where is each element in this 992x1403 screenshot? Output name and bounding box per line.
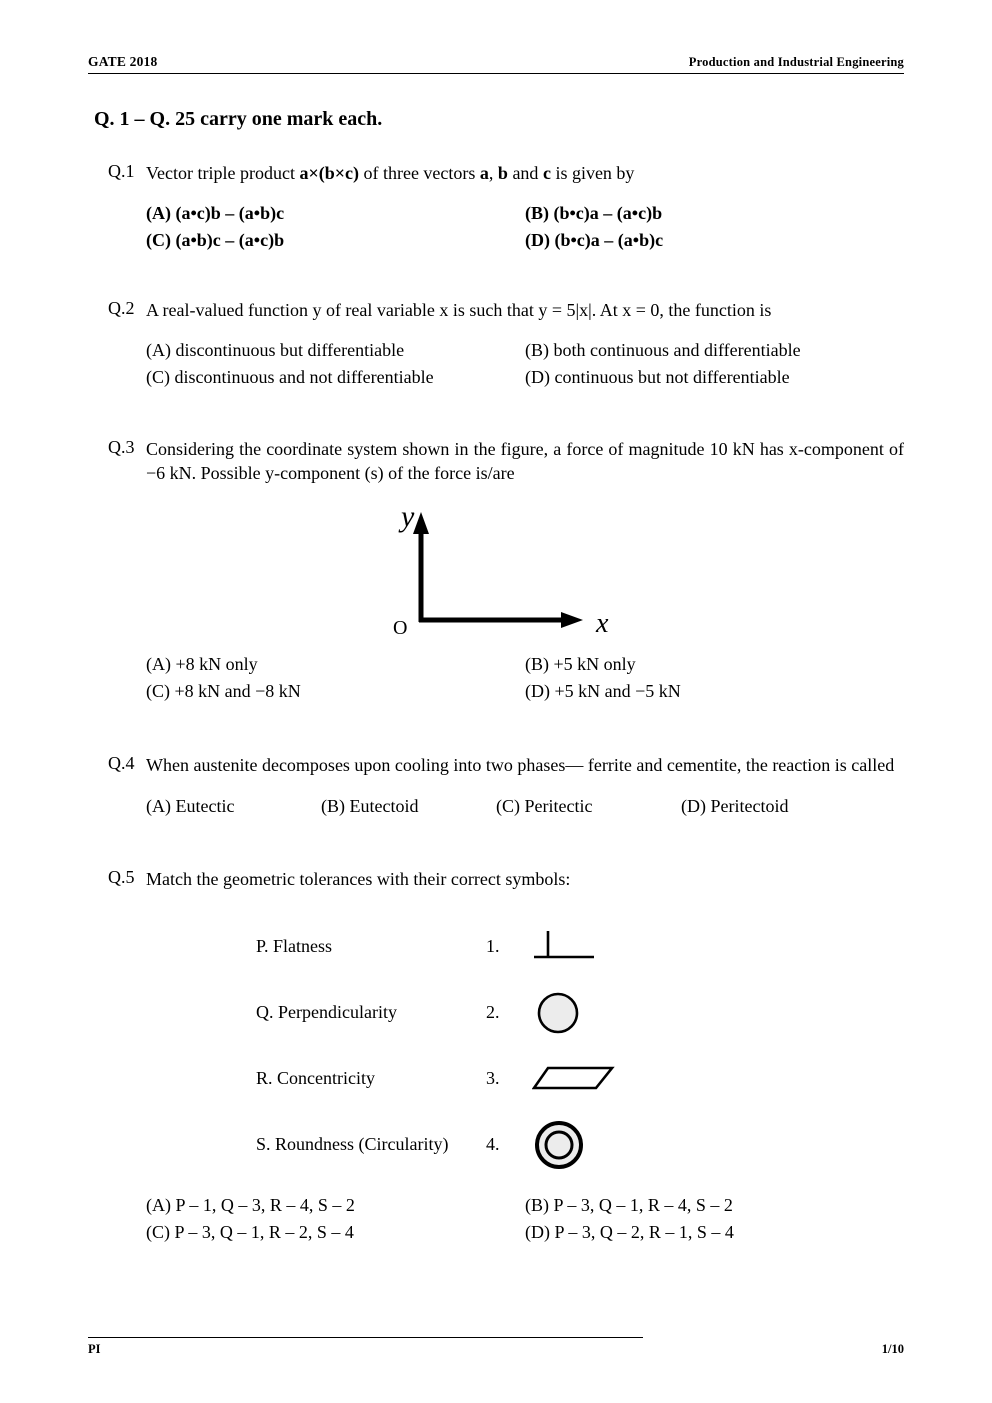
- match-row: [256, 1046, 904, 1112]
- q5-option-d[interactable]: [525, 1219, 904, 1246]
- q5-option-b[interactable]: [525, 1192, 904, 1219]
- match-label-p: P. Flatness: [256, 936, 333, 957]
- q3-option-c[interactable]: [146, 678, 525, 705]
- question-3-number: Q.3: [108, 436, 135, 457]
- footer-divider: [88, 1337, 643, 1338]
- question-2: [88, 298, 904, 391]
- question-4-number: Q.4: [108, 753, 135, 774]
- q5-option-c[interactable]: [146, 1219, 525, 1246]
- q1-expression: a×(b×c): [299, 163, 359, 183]
- question-1-options: [146, 200, 904, 254]
- question-5-number: Q.5: [108, 866, 135, 887]
- q2-option-c-key: (C): [146, 366, 170, 387]
- q2-option-b[interactable]: [525, 337, 904, 364]
- tolerance-match-table: [256, 914, 904, 1178]
- question-4-text: When austenite decomposes upon cooling into two phases— ferrite and cementite, the reaction is called: [146, 755, 895, 776]
- q4-option-c-key: (C): [496, 796, 520, 817]
- question-3-options: [146, 651, 904, 705]
- match-row: [256, 1112, 904, 1178]
- q4-option-b-text: Eutectoid: [349, 796, 419, 817]
- question-3: [88, 437, 904, 706]
- match-number-4: 4.: [486, 1134, 500, 1155]
- q5-option-d-text: P – 3, Q – 2, R – 1, S – 4: [554, 1221, 734, 1242]
- q3-option-a[interactable]: [146, 651, 525, 678]
- q4-option-a-key: (A): [146, 796, 171, 817]
- q2-option-a-text: discontinuous but differentiable: [175, 339, 405, 360]
- q1-option-a-text: (a•c)b – (a•b)c: [175, 202, 285, 223]
- question-4: [88, 753, 904, 819]
- q1-option-d-text: (b•c)a – (a•b)c: [554, 229, 664, 250]
- q3-option-a-text: +8 kN only: [175, 654, 258, 675]
- q1-option-d-key: (D): [525, 229, 550, 250]
- q3-option-b-text: +5 kN only: [553, 654, 636, 675]
- question-2-text: A real-valued function y of real variable x is such that y = 5|x|. At x = 0, the function is: [146, 299, 772, 320]
- header-subject: Production and Industrial Engineering: [688, 55, 904, 69]
- q3-option-c-key: (C): [146, 681, 170, 702]
- q1-part2: of three vectors: [363, 163, 476, 183]
- q4-option-c-text: Peritectic: [524, 796, 593, 817]
- q4-option-b[interactable]: [321, 794, 496, 819]
- y-axis-label: y: [401, 504, 415, 534]
- match-label-r: R. Concentricity: [256, 1068, 375, 1089]
- q1-part3: is given by: [555, 163, 635, 183]
- question-1: [88, 161, 904, 254]
- q1-option-a-key: (A): [146, 202, 171, 223]
- q5-option-c-key: (C): [146, 1221, 170, 1242]
- x-axis-label: x: [596, 608, 609, 640]
- q2-option-a-key: (A): [146, 339, 171, 360]
- q4-option-d-key: (D): [681, 796, 706, 817]
- match-number-3: 3.: [486, 1068, 500, 1089]
- q2-option-d-key: (D): [525, 366, 550, 387]
- question-1-text: [146, 161, 904, 186]
- q1-vector-c: c: [542, 163, 551, 183]
- q1-option-b-text: (b•c)a – (a•c)b: [553, 202, 663, 223]
- q3-option-d[interactable]: [525, 678, 904, 705]
- question-2-number: Q.2: [108, 297, 135, 318]
- q4-option-d[interactable]: [681, 794, 866, 819]
- q5-option-b-text: P – 3, Q – 1, R – 4, S – 2: [553, 1194, 733, 1215]
- q1-option-b[interactable]: [525, 200, 904, 227]
- question-3-text: Considering the coordinate system shown in the figure, a force of magnitude 10 kN has x-component of −6 kN. Possible y-component (s) of the force is/are: [146, 438, 904, 484]
- page-footer: [88, 1337, 904, 1357]
- match-row: [256, 914, 904, 980]
- question-5-text: Match the geometric tolerances with their correct symbols:: [146, 868, 571, 889]
- q5-option-b-key: (B): [525, 1194, 549, 1215]
- page-header: [88, 54, 904, 70]
- header-exam-name: GATE 2018: [88, 54, 158, 69]
- match-label-q: Q. Perpendicularity: [256, 1002, 397, 1023]
- q2-option-c-text: discontinuous and not differentiable: [174, 366, 434, 387]
- q3-option-b-key: (B): [525, 654, 549, 675]
- q1-vector-b: b: [497, 163, 508, 183]
- q4-option-d-text: Peritectoid: [710, 796, 789, 817]
- parallelogram-symbol: [532, 1062, 652, 1096]
- q1-option-a[interactable]: [146, 200, 525, 227]
- q5-option-a-text: P – 1, Q – 3, R – 4, S – 2: [175, 1194, 355, 1215]
- q3-option-b[interactable]: [525, 651, 904, 678]
- q2-option-c[interactable]: [146, 364, 525, 391]
- q1-comma: ,: [488, 163, 494, 183]
- q2-option-d[interactable]: [525, 364, 904, 391]
- q5-option-c-text: P – 3, Q – 1, R – 2, S – 4: [174, 1221, 354, 1242]
- question-1-number: Q.1: [108, 161, 135, 181]
- q2-option-d-text: continuous but not differentiable: [554, 366, 790, 387]
- q3-option-c-text: +8 kN and −8 kN: [174, 681, 301, 702]
- q5-option-a-key: (A): [146, 1194, 171, 1215]
- question-5: [88, 867, 904, 1246]
- q2-option-b-text: both continuous and differentiable: [553, 339, 801, 360]
- question-2-options: [146, 337, 904, 391]
- q2-option-a[interactable]: [146, 337, 525, 364]
- match-number-2: 2.: [486, 1002, 500, 1023]
- q4-option-a[interactable]: [146, 794, 321, 819]
- q5-option-a[interactable]: [146, 1192, 525, 1219]
- q2-option-b-key: (B): [525, 339, 549, 360]
- question-5-options: [146, 1192, 904, 1246]
- question-4-options: [146, 794, 904, 819]
- q4-option-a-text: Eutectic: [175, 796, 235, 817]
- footer-paper-code: PI: [88, 1342, 101, 1356]
- match-number-1: 1.: [486, 936, 500, 957]
- q1-option-c[interactable]: [146, 227, 525, 254]
- flatness-symbol: [532, 927, 652, 967]
- header-divider: [88, 73, 904, 74]
- q1-option-b-key: (B): [525, 202, 549, 223]
- q3-option-d-text: +5 kN and −5 kN: [554, 681, 681, 702]
- match-row: [256, 980, 904, 1046]
- q1-option-c-key: (C): [146, 229, 171, 250]
- q1-option-c-text: (a•b)c – (a•c)b: [175, 229, 285, 250]
- double-circle-symbol: [532, 1119, 652, 1171]
- origin-label: O: [393, 617, 408, 640]
- q1-part1: Vector triple product: [146, 163, 295, 183]
- q1-and: and: [512, 163, 539, 183]
- q5-option-d-key: (D): [525, 1221, 550, 1242]
- q1-vector-a: a: [479, 163, 489, 183]
- q3-option-a-key: (A): [146, 654, 171, 675]
- q4-option-c[interactable]: [496, 794, 681, 819]
- circle-symbol: [532, 990, 652, 1036]
- coordinate-axes-figure: [146, 504, 904, 639]
- footer-page-number: 1/10: [881, 1342, 904, 1356]
- q3-option-d-key: (D): [525, 681, 550, 702]
- q1-option-d[interactable]: [525, 227, 904, 254]
- match-label-s: S. Roundness (Circularity): [256, 1134, 449, 1155]
- section-title: Q. 1 – Q. 25 carry one mark each.: [94, 108, 383, 130]
- q4-option-b-key: (B): [321, 796, 345, 817]
